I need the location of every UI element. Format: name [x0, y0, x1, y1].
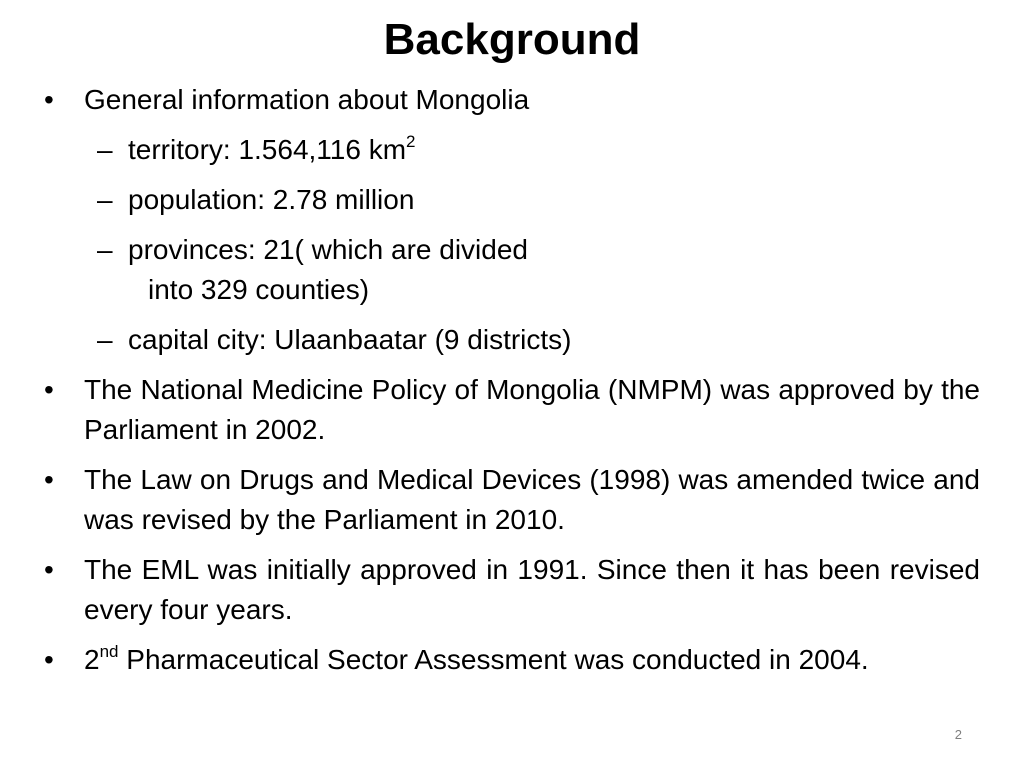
bullet-marker: • — [44, 464, 54, 495]
superscript: nd — [99, 642, 119, 661]
bullet-item — [40, 80, 980, 120]
bullet-item — [40, 550, 980, 630]
bullet-text: General information about Mongolia — [84, 84, 530, 115]
sub-item — [40, 130, 980, 170]
sub-item — [40, 320, 980, 360]
bullet-text: Pharmaceutical Sector Assessment was conducted in 2004. — [118, 644, 869, 675]
sub-item — [40, 230, 980, 310]
sub-marker: – — [97, 234, 113, 265]
bullet-text: The National Medicine Policy of Mongolia (NMPM) was approved by the Parliament in 2002. — [84, 374, 980, 445]
bullet-marker: • — [44, 554, 54, 585]
sub-text-continuation: into 329 counties) — [148, 274, 370, 305]
slide-title: Background — [383, 15, 641, 64]
sub-text: capital city: Ulaanbaatar (9 districts) — [128, 324, 572, 355]
sub-text: population: 2.78 million — [128, 184, 415, 215]
bullet-marker: • — [44, 84, 54, 115]
sub-marker: – — [97, 324, 113, 355]
bullet-item — [40, 460, 980, 540]
bullet-marker: • — [44, 644, 54, 675]
bullet-item — [40, 640, 980, 680]
sub-marker: – — [97, 184, 113, 215]
sub-marker: – — [97, 134, 113, 165]
slide-content — [40, 80, 980, 690]
sub-item — [40, 180, 980, 220]
bullet-text: The EML was initially approved in 1991. Since then it has been revised every four years. — [84, 554, 980, 625]
bullet-text-prefix: 2 — [84, 644, 100, 675]
bullet-item — [40, 370, 980, 450]
bullet-text: The Law on Drugs and Medical Devices (1998) was amended twice and was revised by the Parliament in 2010. — [84, 464, 980, 535]
superscript: 2 — [406, 132, 416, 151]
sub-text: territory: 1.564,116 km — [128, 134, 407, 165]
sub-text: provinces: 21( which are divided — [128, 234, 528, 265]
slide-number: 2 — [954, 727, 962, 742]
bullet-marker: • — [44, 374, 54, 405]
